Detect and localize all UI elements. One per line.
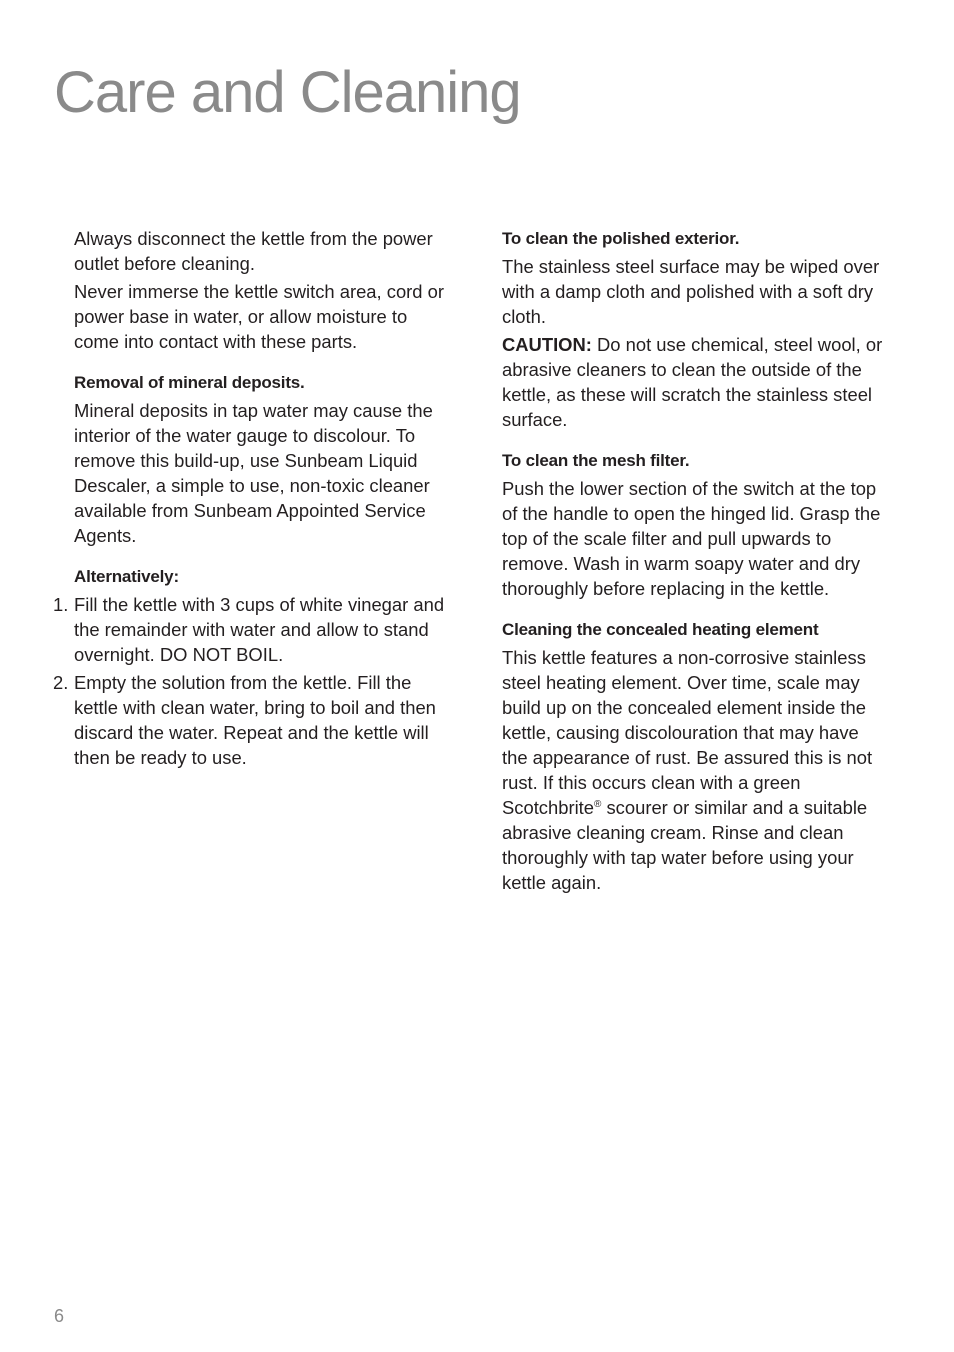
step-2-number: 2. [53, 672, 69, 693]
step-1 [53, 592, 454, 667]
section-gap [74, 551, 454, 564]
heating-element-heading: Cleaning the concealed heating element [502, 620, 819, 639]
page-title: Care and Cleaning [54, 60, 521, 125]
registered-mark: ® [594, 799, 602, 810]
descaling-steps [53, 592, 454, 770]
caution-paragraph [502, 332, 886, 432]
heating-element-body [502, 645, 886, 895]
heating-element-body-part-1: This kettle features a non-corrosive stainless steel heating element. Over time, scale may build up on the concealed element inside the kettle, causing discolouration that may have the appearance of rust. Be assured this is not rust. If this occurs clean with a green Scotchbrite [502, 647, 873, 818]
caution-label: CAUTION: [502, 334, 592, 355]
section-gap [74, 357, 454, 370]
left-column [53, 226, 454, 773]
section-gap [502, 604, 886, 617]
step-1-number: 1. [53, 594, 69, 615]
step-2 [53, 670, 454, 770]
mesh-filter-body: Push the lower section of the switch at the top of the handle to open the hinged lid. Grasp the top of the scale filter and pull upwards to remove. Wash in warm soapy water and dry thoroughly before replacing in the kettle. [502, 478, 881, 599]
mineral-deposits-heading: Removal of mineral deposits. [74, 373, 305, 392]
right-column [502, 226, 886, 898]
step-1-text: Fill the kettle with 3 cups of white vinegar and the remainder with water and allow to stand overnight. DO NOT BOIL. [74, 594, 445, 665]
exterior-heading: To clean the polished exterior. [502, 229, 740, 248]
heating-element-body-part-2: scourer or similar and a suitable abrasive cleaning cream. Rinse and clean thoroughly with tap water before using your kettle again. [502, 797, 868, 893]
mesh-filter-heading: To clean the mesh filter. [502, 451, 690, 470]
immerse-warning: Never immerse the kettle switch area, cord or power base in water, or allow moisture to come into contact with these parts. [74, 281, 444, 352]
step-2-text: Empty the solution from the kettle. Fill the kettle with clean water, bring to boil and then discard the water. Repeat and the kettle will then be ready to use. [74, 672, 436, 768]
disconnect-instruction: Always disconnect the kettle from the power outlet before cleaning. [74, 228, 433, 274]
exterior-body: The stainless steel surface may be wiped over with a damp cloth and polished with a soft dry cloth. [502, 256, 880, 327]
alternatively-heading: Alternatively: [74, 567, 179, 586]
page-number: 6 [54, 1306, 65, 1326]
caution-text: Do not use chemical, steel wool, or abrasive cleaners to clean the outside of the kettle, as these will scratch the stainless steel surface. [502, 334, 883, 430]
mineral-deposits-body: Mineral deposits in tap water may cause the interior of the water gauge to discolour. To remove this build-up, use Sunbeam Liquid Descaler, a simple to use, non-toxic cleaner available from Sunbeam Appointed Service Agents. [74, 400, 433, 546]
section-gap [502, 435, 886, 448]
